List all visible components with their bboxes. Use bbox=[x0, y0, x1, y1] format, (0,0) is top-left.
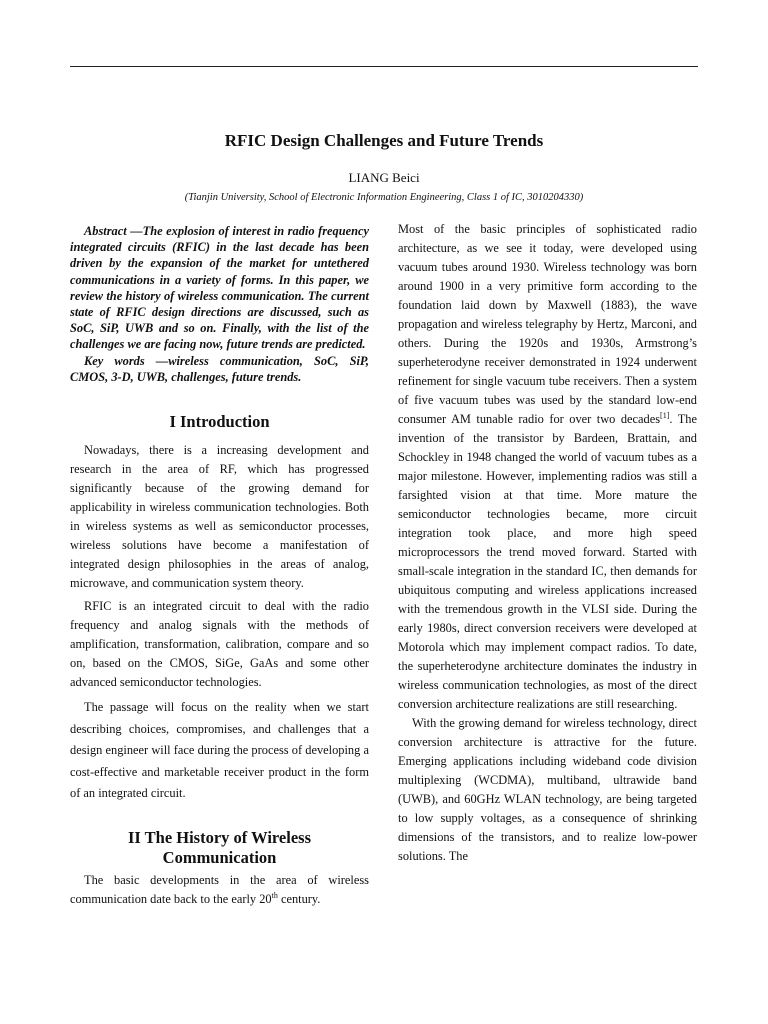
citation-ref-1: [1] bbox=[660, 410, 670, 420]
keywords bbox=[70, 353, 369, 385]
history-paragraph-1 bbox=[70, 871, 369, 909]
header-rule bbox=[70, 66, 698, 67]
section-heading-history bbox=[70, 828, 369, 868]
paper-title: RFIC Design Challenges and Future Trends bbox=[224, 131, 544, 150]
author-affiliation: (Tianjin University, School of Electronic Information Engineering, Class 1 of IC, 3010204330) bbox=[184, 192, 584, 203]
history-paragraph-3: With the growing demand for wireless technology, direct conversion architecture is attractive for the future. Emerging applications including wideband code division multiplexing (WCDMA), multiband, ultrawide band (UWB), and 60GHz WLAN technology, are being targeted to low supply voltages, as a consequence of shrinking dimensions of the transistors, and to realize low-power solutions. The bbox=[398, 716, 697, 863]
abstract-dash: — bbox=[130, 224, 143, 238]
intro-paragraph-3: The passage will focus on the reality when we start describing choices, compromises, and challenges that a design engineer will face during the process of developing a cost-effective and marketable receiver product in the form of an integrated circuit. bbox=[70, 700, 369, 801]
history-p1-superscript: th bbox=[271, 890, 278, 900]
abstract bbox=[70, 223, 369, 353]
history-p2-text-b: . The invention of the transistor by Bardeen, Brattain, and Schockley in 1948 changed the world of vacuum tubes as a major milestone. However, implementing radios was still a farsighted vision at that time. More mature the semiconductor technologies became, more circuit integration took place, and more high speed microprocessors the trend moved forward. Started with small-scale integration in the standard IC, then demands for ubiquitous computing and wireless applications increased with the tremendous growth in the VLSI side. During the early 1980s, direct conversion receivers were developed at Motorola which may implement compact radios. To date, the superheterodyne architecture dominates the industry in wireless communication technologies, as most of the direct conversion architecture realizations are still researching. bbox=[398, 412, 697, 711]
keywords-label: Key words bbox=[84, 353, 145, 368]
right-column bbox=[398, 220, 697, 866]
keywords-text: wireless communication, SoC, SiP, CMOS, 3-D, UWB, challenges, future trends. bbox=[70, 353, 369, 384]
left-column bbox=[70, 220, 369, 909]
history-heading-line-1: II The History of Wireless bbox=[127, 827, 312, 847]
author-name: LIANG Beici bbox=[348, 170, 420, 185]
history-p1-text: The basic developments in the area of wireless communication date back to the early 20 bbox=[70, 872, 369, 906]
history-p2-text-a: Most of the basic principles of sophisticated radio architecture, as we see it today, were developed using vacuum tubes around 1930. Wireless technology was born around 1900 in a very primitive form according to the foundation laid down by Maxwell (1883), the wave propagation and wireless telegraphy by Hertz, Marconi, and others. During the 1920s and 1930s, Armstrong’s superheterodyne receiver demonstrated in 1924 underwent refinement for single vacuum tube receivers. Then a system of five vacuum tubes was used by the standard low-end consumer AM tunable radio for over two decades bbox=[398, 222, 697, 426]
abstract-label: Abstract bbox=[84, 224, 127, 238]
history-p1-end: century. bbox=[277, 891, 321, 906]
intro-paragraph-1: Nowadays, there is a increasing development and research in the area of RF, which has progressed significantly because of the growing demand for applicability in wireless communication technologies. Both in wireless systems as well as semiconductor processes, wireless solutions have become a manifestation of integrated design philosophies in the areas of analog, microwave, and communication system theory. bbox=[70, 443, 369, 591]
intro-paragraph-2: RFIC is an integrated circuit to deal with the radio frequency and analog signals with the methods of amplification, transformation, calibration, compare and so on, based on the CMOS, SiGe, GaAs and some other advanced semiconductor technologies. bbox=[70, 599, 369, 690]
keywords-dash: — bbox=[155, 353, 169, 368]
section-heading-introduction: I Introduction bbox=[169, 412, 270, 432]
history-paragraph-2 bbox=[398, 220, 697, 714]
history-heading-line-2: Communication bbox=[162, 847, 277, 867]
abstract-text: The explosion of interest in radio frequency integrated circuits (RFIC) in the last decade has been driven by the expansion of the market for untethered communications in a variety of forms. In this paper, we review the history of wireless communication. The current state of RFIC design directions are discussed, such as SoC, SiP, UWB and so on. Finally, with the list of the challenges we are facing now, future trends are predicted. bbox=[70, 224, 369, 352]
